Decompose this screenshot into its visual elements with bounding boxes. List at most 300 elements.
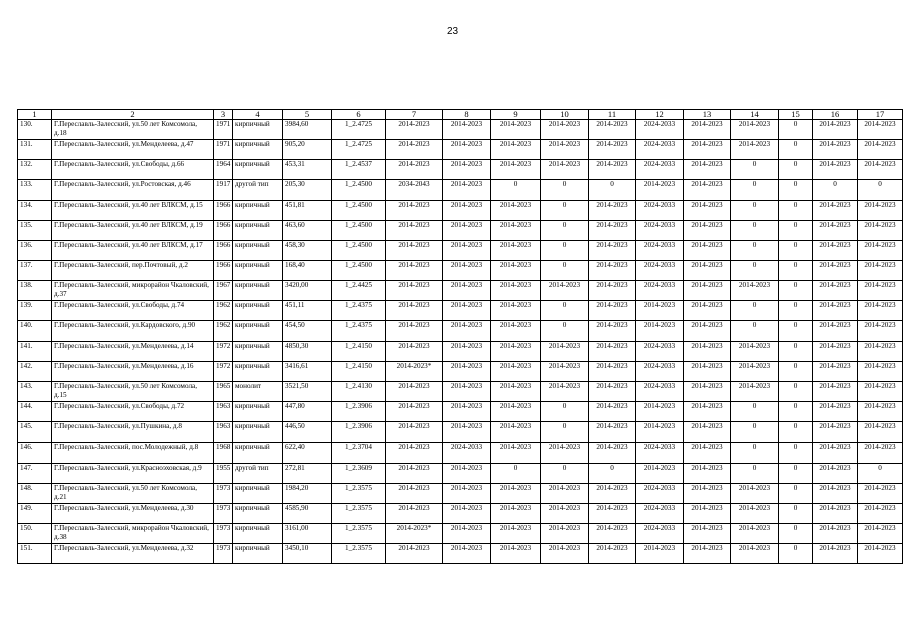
work-period-9-cell: 2014-2023 [491, 120, 541, 140]
address-cell: Г.Переславль-Залесский, ул.Менделеева, д.30 [52, 504, 214, 524]
row-number-cell: 139. [18, 301, 52, 321]
work-period-11-cell: 2014-2023 [589, 160, 636, 180]
work-period-10-cell: 0 [541, 301, 589, 321]
work-period-10-cell: 2014-2023 [541, 160, 589, 180]
address-cell: Г.Переславль-Залесский, ул.Менделеева, д.47 [52, 140, 214, 160]
work-period-16-cell: 2014-2023 [813, 362, 858, 382]
address-cell: Г.Переславль-Залесский, микрорайон Чкаловский, д.38 [52, 524, 214, 544]
work-period-9-cell: 2014-2023 [491, 484, 541, 504]
work-period-16-cell: 2014-2023 [813, 402, 858, 422]
area-cell: 3450,10 [283, 544, 332, 564]
work-period-14-cell: 2014-2023 [731, 342, 779, 362]
column-number-6: 6 [332, 110, 386, 120]
work-period-12-cell: 2024-2033 [636, 504, 684, 524]
work-period-17-cell: 2014-2023 [858, 362, 903, 382]
work-period-14-cell: 2014-2023 [731, 120, 779, 140]
work-period-9-cell: 2014-2023 [491, 504, 541, 524]
work-period-17-cell: 2014-2023 [858, 443, 903, 464]
work-period-11-cell: 2014-2023 [589, 221, 636, 241]
work-period-7-cell: 2014-2023 [386, 342, 443, 362]
row-number-cell: 142. [18, 362, 52, 382]
work-period-15-cell: 0 [779, 140, 813, 160]
work-period-16-cell: 2014-2023 [813, 504, 858, 524]
work-period-8-cell: 2024-2033 [443, 443, 491, 464]
work-period-13-cell: 2014-2023 [684, 261, 731, 281]
row-number-cell: 149. [18, 504, 52, 524]
priority-code-cell: 1_2.3575 [332, 504, 386, 524]
work-period-12-cell: 2024-2033 [636, 281, 684, 301]
work-period-11-cell: 2014-2023 [589, 342, 636, 362]
column-number-1: 1 [18, 110, 52, 120]
work-period-12-cell: 2024-2033 [636, 221, 684, 241]
work-period-14-cell: 0 [731, 241, 779, 261]
wall-material-cell: кирпичный [233, 321, 283, 342]
work-period-17-cell: 2014-2023 [858, 140, 903, 160]
work-period-8-cell: 2014-2023 [443, 241, 491, 261]
table-row [18, 443, 903, 464]
work-period-7-cell: 2014-2023 [386, 422, 443, 443]
work-period-10-cell: 2014-2023 [541, 362, 589, 382]
work-period-15-cell: 0 [779, 362, 813, 382]
row-number-cell: 147. [18, 464, 52, 484]
build-year-cell: 1963 [214, 402, 233, 422]
work-period-9-cell: 2014-2023 [491, 382, 541, 402]
work-period-10-cell: 2014-2023 [541, 382, 589, 402]
work-period-7-cell: 2014-2023 [386, 160, 443, 180]
work-period-8-cell: 2014-2023 [443, 261, 491, 281]
work-period-13-cell: 2014-2023 [684, 281, 731, 301]
row-number-cell: 132. [18, 160, 52, 180]
work-period-15-cell: 0 [779, 221, 813, 241]
table-row [18, 524, 903, 544]
area-cell: 905,20 [283, 140, 332, 160]
work-period-9-cell: 2014-2023 [491, 342, 541, 362]
work-period-13-cell: 2014-2023 [684, 140, 731, 160]
work-period-16-cell: 2014-2023 [813, 464, 858, 484]
build-year-cell: 1962 [214, 301, 233, 321]
work-period-17-cell: 2014-2023 [858, 201, 903, 221]
work-period-16-cell: 2014-2023 [813, 201, 858, 221]
work-period-9-cell: 2014-2023 [491, 160, 541, 180]
table-row [18, 180, 903, 201]
wall-material-cell: кирпичный [233, 221, 283, 241]
priority-code-cell: 1_2.4150 [332, 342, 386, 362]
build-year-cell: 1966 [214, 201, 233, 221]
priority-code-cell: 1_2.4375 [332, 301, 386, 321]
area-cell: 3521,50 [283, 382, 332, 402]
work-period-12-cell: 2014-2023 [636, 422, 684, 443]
priority-code-cell: 1_2.3906 [332, 402, 386, 422]
table-row [18, 402, 903, 422]
work-period-12-cell: 2014-2023 [636, 464, 684, 484]
address-cell: Г.Переславль-Залесский, ул.Красноэховская, д.9 [52, 464, 214, 484]
work-period-7-cell: 2014-2023 [386, 484, 443, 504]
build-year-cell: 1964 [214, 160, 233, 180]
build-year-cell: 1973 [214, 484, 233, 504]
work-period-17-cell: 0 [858, 464, 903, 484]
work-period-14-cell: 2014-2023 [731, 382, 779, 402]
work-period-14-cell: 0 [731, 180, 779, 201]
work-period-7-cell: 2014-2023* [386, 362, 443, 382]
column-number-11: 11 [589, 110, 636, 120]
table-row [18, 362, 903, 382]
work-period-8-cell: 2014-2023 [443, 402, 491, 422]
work-period-11-cell: 2014-2023 [589, 402, 636, 422]
work-period-17-cell: 2014-2023 [858, 120, 903, 140]
work-period-8-cell: 2014-2023 [443, 160, 491, 180]
work-period-17-cell: 2014-2023 [858, 382, 903, 402]
work-period-11-cell: 2014-2023 [589, 261, 636, 281]
work-period-11-cell: 2014-2023 [589, 140, 636, 160]
work-period-8-cell: 2014-2023 [443, 484, 491, 504]
work-period-14-cell: 0 [731, 464, 779, 484]
work-period-13-cell: 2014-2023 [684, 342, 731, 362]
work-period-13-cell: 2014-2023 [684, 180, 731, 201]
table-row [18, 544, 903, 564]
work-period-9-cell: 2014-2023 [491, 221, 541, 241]
work-period-15-cell: 0 [779, 524, 813, 544]
work-period-14-cell: 2014-2023 [731, 140, 779, 160]
work-period-15-cell: 0 [779, 201, 813, 221]
table-row [18, 261, 903, 281]
work-period-17-cell: 2014-2023 [858, 342, 903, 362]
address-cell: Г.Переславль-Залесский, ул.Менделеева, д.14 [52, 342, 214, 362]
page-number: 23 [446, 26, 459, 37]
work-period-15-cell: 0 [779, 402, 813, 422]
area-cell: 205,30 [283, 180, 332, 201]
column-number-5: 5 [283, 110, 332, 120]
row-number-cell: 135. [18, 221, 52, 241]
wall-material-cell: кирпичный [233, 281, 283, 301]
work-period-15-cell: 0 [779, 321, 813, 342]
work-period-15-cell: 0 [779, 281, 813, 301]
work-period-8-cell: 2014-2023 [443, 464, 491, 484]
work-period-7-cell: 2034-2043 [386, 180, 443, 201]
work-period-15-cell: 0 [779, 464, 813, 484]
work-period-13-cell: 2014-2023 [684, 544, 731, 564]
row-number-cell: 138. [18, 281, 52, 301]
work-period-7-cell: 2014-2023 [386, 140, 443, 160]
build-year-cell: 1971 [214, 140, 233, 160]
work-period-15-cell: 0 [779, 342, 813, 362]
area-cell: 622,40 [283, 443, 332, 464]
work-period-11-cell: 2014-2023 [589, 484, 636, 504]
work-period-7-cell: 2014-2023 [386, 504, 443, 524]
work-period-15-cell: 0 [779, 160, 813, 180]
work-period-16-cell: 2014-2023 [813, 321, 858, 342]
work-period-15-cell: 0 [779, 484, 813, 504]
work-period-13-cell: 2014-2023 [684, 321, 731, 342]
area-cell: 451,81 [283, 201, 332, 221]
work-period-17-cell: 2014-2023 [858, 524, 903, 544]
work-period-9-cell: 2014-2023 [491, 544, 541, 564]
work-period-10-cell: 0 [541, 402, 589, 422]
work-period-17-cell: 2014-2023 [858, 261, 903, 281]
work-period-8-cell: 2014-2023 [443, 504, 491, 524]
work-period-10-cell: 2014-2023 [541, 524, 589, 544]
build-year-cell: 1971 [214, 120, 233, 140]
work-period-12-cell: 2024-2033 [636, 524, 684, 544]
column-number-17: 17 [858, 110, 903, 120]
work-period-7-cell: 2014-2023 [386, 120, 443, 140]
work-period-13-cell: 2014-2023 [684, 504, 731, 524]
work-period-12-cell: 2014-2023 [636, 321, 684, 342]
work-period-8-cell: 2014-2023 [443, 342, 491, 362]
address-cell: Г.Переславль-Залесский, ул.Менделеева, д.32 [52, 544, 214, 564]
table-row [18, 241, 903, 261]
address-cell: Г.Переславль-Залесский, ул.Свободы, д.66 [52, 160, 214, 180]
work-period-16-cell: 2014-2023 [813, 382, 858, 402]
address-cell: Г.Переславль-Залесский, ул.Менделеева, д.16 [52, 362, 214, 382]
work-period-7-cell: 2014-2023 [386, 321, 443, 342]
build-year-cell: 1972 [214, 342, 233, 362]
work-period-8-cell: 2014-2023 [443, 120, 491, 140]
row-number-cell: 136. [18, 241, 52, 261]
work-period-17-cell: 2014-2023 [858, 281, 903, 301]
work-period-11-cell: 2014-2023 [589, 382, 636, 402]
work-period-10-cell: 2014-2023 [541, 120, 589, 140]
area-cell: 451,11 [283, 301, 332, 321]
table-row [18, 422, 903, 443]
wall-material-cell: кирпичный [233, 504, 283, 524]
priority-code-cell: 1_2.4500 [332, 261, 386, 281]
table-row [18, 281, 903, 301]
column-number-12: 12 [636, 110, 684, 120]
work-period-15-cell: 0 [779, 180, 813, 201]
priority-code-cell: 1_2.4500 [332, 201, 386, 221]
work-period-16-cell: 2014-2023 [813, 301, 858, 321]
priority-code-cell: 1_2.3575 [332, 484, 386, 504]
table-row [18, 484, 903, 504]
table-row [18, 321, 903, 342]
priority-code-cell: 1_2.4130 [332, 382, 386, 402]
priority-code-cell: 1_2.4725 [332, 120, 386, 140]
work-period-7-cell: 2014-2023 [386, 201, 443, 221]
column-number-10: 10 [541, 110, 589, 120]
work-period-15-cell: 0 [779, 443, 813, 464]
work-period-13-cell: 2014-2023 [684, 402, 731, 422]
address-cell: Г.Переславль-Залесский, ул.40 лет ВЛКСМ, д.17 [52, 241, 214, 261]
work-period-11-cell: 2014-2023 [589, 544, 636, 564]
work-period-11-cell: 2014-2023 [589, 443, 636, 464]
work-period-16-cell: 2014-2023 [813, 443, 858, 464]
work-period-15-cell: 0 [779, 544, 813, 564]
table-row [18, 140, 903, 160]
column-number-3: 3 [214, 110, 233, 120]
build-year-cell: 1965 [214, 382, 233, 402]
priority-code-cell: 1_2.3609 [332, 464, 386, 484]
work-period-17-cell: 2014-2023 [858, 544, 903, 564]
work-period-13-cell: 2014-2023 [684, 484, 731, 504]
work-period-16-cell: 2014-2023 [813, 160, 858, 180]
work-period-9-cell: 2014-2023 [491, 524, 541, 544]
wall-material-cell: кирпичный [233, 484, 283, 504]
work-period-8-cell: 2014-2023 [443, 422, 491, 443]
build-year-cell: 1963 [214, 422, 233, 443]
work-period-16-cell: 2014-2023 [813, 422, 858, 443]
housing-registry-table [17, 109, 903, 564]
build-year-cell: 1968 [214, 443, 233, 464]
work-period-14-cell: 2014-2023 [731, 362, 779, 382]
row-number-cell: 141. [18, 342, 52, 362]
area-cell: 1984,20 [283, 484, 332, 504]
column-number-15: 15 [779, 110, 813, 120]
work-period-14-cell: 2014-2023 [731, 524, 779, 544]
column-number-2: 2 [52, 110, 214, 120]
wall-material-cell: кирпичный [233, 301, 283, 321]
work-period-7-cell: 2014-2023* [386, 524, 443, 544]
work-period-7-cell: 2014-2023 [386, 301, 443, 321]
work-period-17-cell: 2014-2023 [858, 301, 903, 321]
work-period-12-cell: 2024-2033 [636, 261, 684, 281]
work-period-13-cell: 2014-2023 [684, 464, 731, 484]
work-period-12-cell: 2014-2023 [636, 180, 684, 201]
work-period-8-cell: 2014-2023 [443, 281, 491, 301]
work-period-9-cell: 2014-2023 [491, 301, 541, 321]
work-period-12-cell: 2024-2033 [636, 120, 684, 140]
work-period-12-cell: 2024-2033 [636, 382, 684, 402]
wall-material-cell: кирпичный [233, 140, 283, 160]
work-period-11-cell: 2014-2023 [589, 422, 636, 443]
work-period-9-cell: 2014-2023 [491, 261, 541, 281]
work-period-8-cell: 2014-2023 [443, 221, 491, 241]
work-period-8-cell: 2014-2023 [443, 382, 491, 402]
work-period-10-cell: 0 [541, 241, 589, 261]
priority-code-cell: 1_2.4500 [332, 180, 386, 201]
column-number-8: 8 [443, 110, 491, 120]
work-period-15-cell: 0 [779, 120, 813, 140]
work-period-11-cell: 2014-2023 [589, 301, 636, 321]
work-period-11-cell: 2014-2023 [589, 504, 636, 524]
address-cell: Г.Переславль-Залесский, пос.Молодежный, д.8 [52, 443, 214, 464]
address-cell: Г.Переславль-Залесский, ул.50 лет Комсомола, д.15 [52, 382, 214, 402]
work-period-11-cell: 0 [589, 180, 636, 201]
work-period-16-cell: 0 [813, 180, 858, 201]
build-year-cell: 1973 [214, 504, 233, 524]
work-period-11-cell: 2014-2023 [589, 362, 636, 382]
wall-material-cell: кирпичный [233, 422, 283, 443]
area-cell: 446,50 [283, 422, 332, 443]
priority-code-cell: 1_2.3575 [332, 544, 386, 564]
area-cell: 447,80 [283, 402, 332, 422]
work-period-15-cell: 0 [779, 382, 813, 402]
row-number-cell: 137. [18, 261, 52, 281]
wall-material-cell: другой тип [233, 464, 283, 484]
work-period-16-cell: 2014-2023 [813, 261, 858, 281]
work-period-9-cell: 0 [491, 180, 541, 201]
work-period-11-cell: 2014-2023 [589, 281, 636, 301]
area-cell: 4585,90 [283, 504, 332, 524]
work-period-9-cell: 2014-2023 [491, 443, 541, 464]
work-period-11-cell: 0 [589, 464, 636, 484]
work-period-17-cell: 2014-2023 [858, 504, 903, 524]
work-period-15-cell: 0 [779, 241, 813, 261]
work-period-10-cell: 2014-2023 [541, 443, 589, 464]
area-cell: 3420,00 [283, 281, 332, 301]
work-period-17-cell: 2014-2023 [858, 484, 903, 504]
work-period-12-cell: 2024-2033 [636, 140, 684, 160]
build-year-cell: 1973 [214, 524, 233, 544]
priority-code-cell: 1_2.4500 [332, 241, 386, 261]
work-period-10-cell: 2014-2023 [541, 484, 589, 504]
work-period-12-cell: 2024-2033 [636, 484, 684, 504]
work-period-13-cell: 2014-2023 [684, 422, 731, 443]
work-period-7-cell: 2014-2023 [386, 544, 443, 564]
address-cell: Г.Переславль-Залесский, микрорайон Чкаловский, д.37 [52, 281, 214, 301]
work-period-12-cell: 2024-2033 [636, 160, 684, 180]
work-period-16-cell: 2014-2023 [813, 221, 858, 241]
work-period-15-cell: 0 [779, 504, 813, 524]
work-period-10-cell: 2014-2023 [541, 504, 589, 524]
address-cell: Г.Переславль-Залесский, ул.50 лет Комсомола, д.18 [52, 120, 214, 140]
work-period-9-cell: 0 [491, 464, 541, 484]
build-year-cell: 1973 [214, 544, 233, 564]
priority-code-cell: 1_2.3575 [332, 524, 386, 544]
wall-material-cell: кирпичный [233, 402, 283, 422]
work-period-10-cell: 0 [541, 261, 589, 281]
column-number-14: 14 [731, 110, 779, 120]
work-period-12-cell: 2014-2023 [636, 402, 684, 422]
table-row [18, 504, 903, 524]
address-cell: Г.Переславль-Залесский, ул.Кардовского, д.90 [52, 321, 214, 342]
wall-material-cell: кирпичный [233, 241, 283, 261]
priority-code-cell: 1_2.4425 [332, 281, 386, 301]
work-period-16-cell: 2014-2023 [813, 342, 858, 362]
work-period-14-cell: 0 [731, 221, 779, 241]
area-cell: 453,31 [283, 160, 332, 180]
work-period-14-cell: 0 [731, 443, 779, 464]
area-cell: 463,60 [283, 221, 332, 241]
work-period-12-cell: 2024-2033 [636, 362, 684, 382]
work-period-10-cell: 0 [541, 321, 589, 342]
work-period-14-cell: 0 [731, 321, 779, 342]
work-period-17-cell: 2014-2023 [858, 402, 903, 422]
work-period-13-cell: 2014-2023 [684, 160, 731, 180]
work-period-17-cell: 2014-2023 [858, 221, 903, 241]
wall-material-cell: кирпичный [233, 544, 283, 564]
build-year-cell: 1966 [214, 241, 233, 261]
work-period-8-cell: 2014-2023 [443, 544, 491, 564]
work-period-13-cell: 2014-2023 [684, 241, 731, 261]
work-period-14-cell: 2014-2023 [731, 544, 779, 564]
priority-code-cell: 1_2.4500 [332, 221, 386, 241]
work-period-10-cell: 2014-2023 [541, 140, 589, 160]
build-year-cell: 1966 [214, 261, 233, 281]
work-period-13-cell: 2014-2023 [684, 443, 731, 464]
work-period-9-cell: 2014-2023 [491, 402, 541, 422]
work-period-16-cell: 2014-2023 [813, 484, 858, 504]
work-period-10-cell: 0 [541, 464, 589, 484]
work-period-13-cell: 2014-2023 [684, 120, 731, 140]
area-cell: 454,50 [283, 321, 332, 342]
table-row [18, 342, 903, 362]
wall-material-cell: кирпичный [233, 524, 283, 544]
work-period-13-cell: 2014-2023 [684, 301, 731, 321]
table-row [18, 120, 903, 140]
area-cell: 4850,30 [283, 342, 332, 362]
work-period-16-cell: 2014-2023 [813, 281, 858, 301]
work-period-8-cell: 2014-2023 [443, 301, 491, 321]
work-period-10-cell: 0 [541, 422, 589, 443]
work-period-9-cell: 2014-2023 [491, 201, 541, 221]
priority-code-cell: 1_2.4375 [332, 321, 386, 342]
row-number-cell: 150. [18, 524, 52, 544]
work-period-11-cell: 2014-2023 [589, 321, 636, 342]
work-period-14-cell: 0 [731, 301, 779, 321]
column-number-16: 16 [813, 110, 858, 120]
row-number-cell: 133. [18, 180, 52, 201]
row-number-cell: 134. [18, 201, 52, 221]
